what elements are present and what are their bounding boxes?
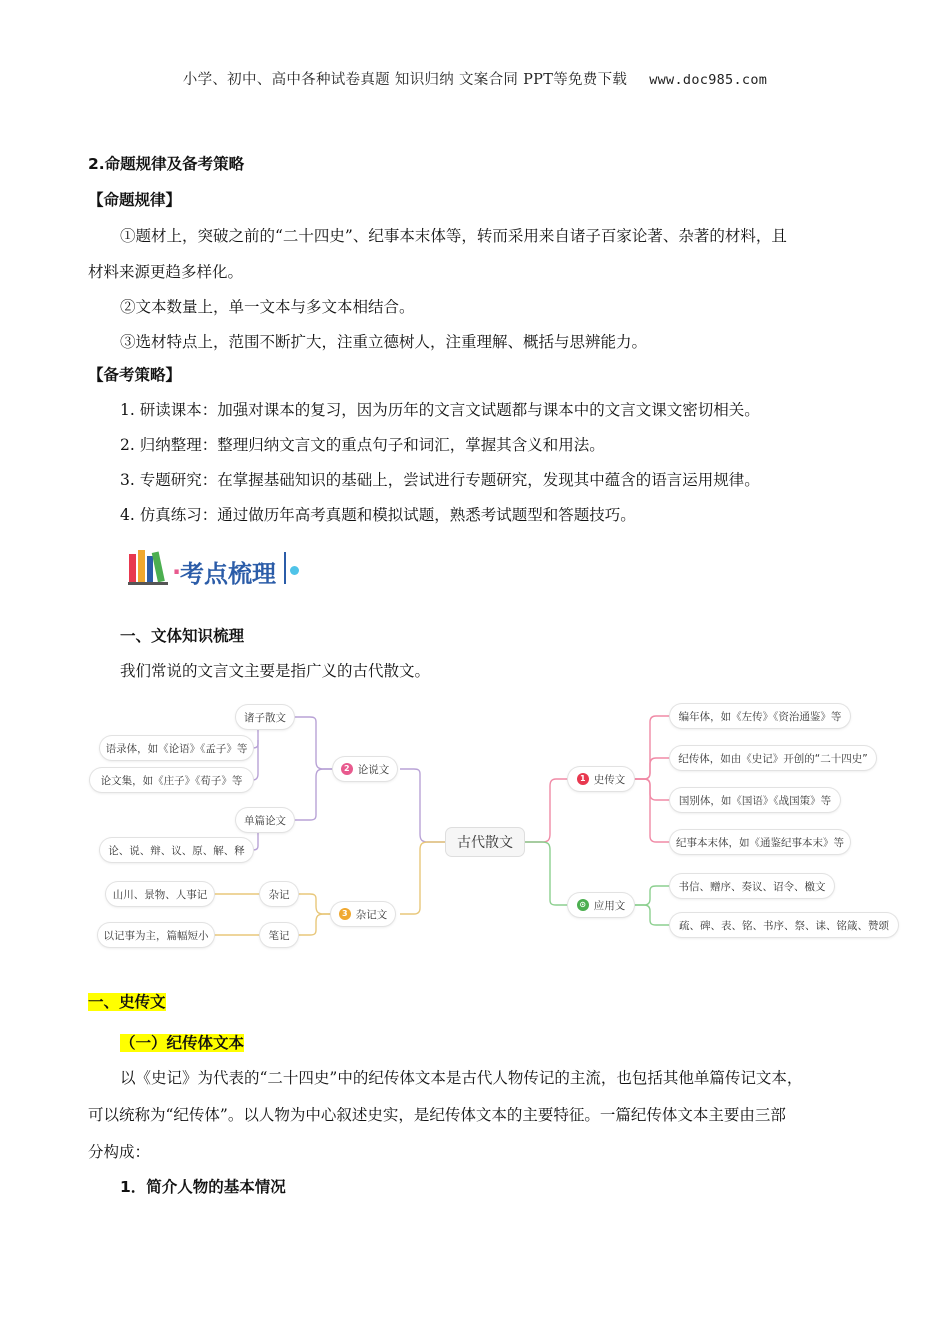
node-biji: 笔记 xyxy=(260,923,298,947)
node-yulu: 语录体，如《论语》《孟子》等 xyxy=(100,736,253,760)
rule-1-line-1: ①题材上，突破之前的“二十四史”、纪事本末体等，转而采用来自诸子百家论著、杂著的材料，且 xyxy=(120,227,787,245)
strategy-1: 1. 研读课本：加强对课本的复习，因为历年的文言文试题都与课本中的文言文课文密切相关。 xyxy=(120,401,760,419)
page-header xyxy=(0,68,950,89)
node-zhuzi: 诸子散文 xyxy=(236,705,294,729)
lunshuo-num-badge: 2 xyxy=(341,763,353,775)
strategy-3: 3. 专题研究：在掌握基础知识的基础上，尝试进行专题研究，发现其中蕴含的语言运用规律。 xyxy=(120,471,760,489)
rules-title: 【命题规律】 xyxy=(88,191,182,209)
header-url[interactable]: www.doc985.com xyxy=(649,72,768,88)
strategy-2: 2. 归纳整理：整理归纳文言文的重点句子和词汇，掌握其含义和用法。 xyxy=(120,436,605,454)
node-zaji xyxy=(331,902,395,926)
zaji-num-badge: 3 xyxy=(339,908,351,920)
yingyong-label: 应用文 xyxy=(593,899,626,912)
logo-dot-icon xyxy=(290,566,299,575)
shizhuan-label: 史传文 xyxy=(593,773,626,786)
mind-map xyxy=(88,700,910,960)
rule-2: ②文本数量上，单一文本与多文本相结合。 xyxy=(120,298,415,316)
node-biji-content: 以记事为主，篇幅短小 xyxy=(98,923,214,947)
kaodian-logo xyxy=(122,540,312,596)
yingyong-num-badge: ⊙ xyxy=(577,899,589,911)
mindmap-root: 古代散文 xyxy=(446,828,524,856)
strategy-4: 4. 仿真练习：通过做历年高考真题和模拟试题，熟悉考试题型和答题技巧。 xyxy=(120,506,636,524)
logo-text: 考点梳理 xyxy=(180,560,276,588)
history-para-line-2: 可以统称为“纪传体”。以人物为中心叙述史实，是纪传体文本的主要特征。一篇纪传体文本主要由三部 xyxy=(88,1106,786,1124)
history-sub-title-text: （一）纪传体文本 xyxy=(120,1034,245,1052)
lunshuo-label: 论说文 xyxy=(357,763,390,776)
header-text: 小学、初中、高中各种试卷真题 知识归纳 文案合同 PPT等免费下载 xyxy=(182,72,628,88)
node-shizhuan xyxy=(568,767,634,791)
shizhuan-num-badge: 1 xyxy=(577,773,589,785)
node-zaji-content: 山川、景物、人事记 xyxy=(106,882,214,906)
history-section-title xyxy=(88,990,166,1012)
history-para-line-3: 分构成： xyxy=(88,1143,151,1161)
node-jishi: 纪事本末体，如《通鉴纪事本末》等 xyxy=(670,830,850,854)
zaji-label: 杂记文 xyxy=(355,908,388,921)
logo-dot: . xyxy=(172,552,182,580)
logo-cursor xyxy=(284,552,286,584)
node-yingyong-2: 疏、碑、表、铭、书序、祭、诔、铭箴、赞颂 xyxy=(670,913,898,937)
rule-3: ③选材特点上，范围不断扩大，注重立德树人，注重理解、概括与思辨能力。 xyxy=(120,333,648,351)
node-yingyong xyxy=(568,893,634,917)
rule-1-line-2: 材料来源更趋多样化。 xyxy=(88,263,244,281)
books-icon xyxy=(128,548,172,586)
style-section-title: 一、文体知识梳理 xyxy=(120,627,245,645)
strategy-title: 【备考策略】 xyxy=(88,366,182,384)
style-section-intro: 我们常说的文言文主要是指广义的古代散文。 xyxy=(120,662,431,680)
node-guobie: 国别体，如《国语》《战国策》等 xyxy=(670,788,840,812)
node-biannian: 编年体，如《左传》《资治通鉴》等 xyxy=(670,704,850,728)
node-lunwen: 论文集，如《庄子》《荀子》等 xyxy=(90,768,253,792)
node-lunshuo-forms: 论、说、辩、议、原、解、释 xyxy=(100,838,253,862)
node-zaji-sub: 杂记 xyxy=(260,882,298,906)
node-lunshuo xyxy=(333,757,397,781)
history-point-1: 1．简介人物的基本情况 xyxy=(120,1178,286,1196)
node-jizhuan: 纪传体，如由《史记》开创的“二十四史” xyxy=(670,746,876,770)
history-sub-title xyxy=(120,1031,244,1053)
history-para-line-1: 以《史记》为代表的“二十四史”中的纪传体文本是古代人物传记的主流，也包括其他单篇传记文本， xyxy=(120,1069,803,1087)
node-yingyong-1: 书信、赠序、奏议、诏令、檄文 xyxy=(670,874,834,898)
node-danpian: 单篇论文 xyxy=(236,808,294,832)
section-title: 2.命题规律及备考策略 xyxy=(88,155,245,173)
history-section-title-text: 一、史传文 xyxy=(88,993,166,1011)
